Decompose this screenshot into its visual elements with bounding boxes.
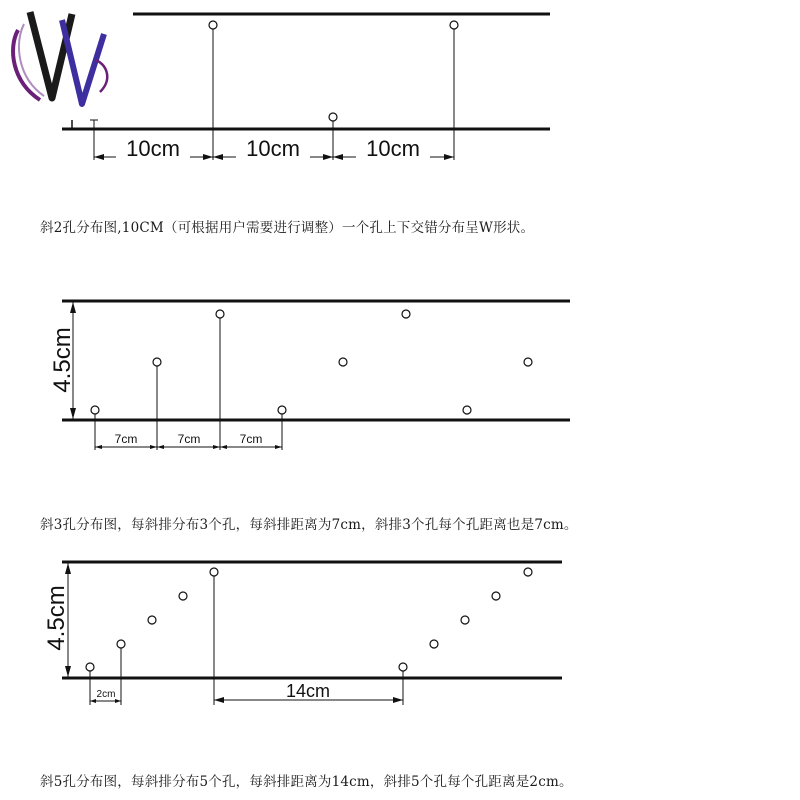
arrowhead — [70, 408, 76, 419]
dimension-label: 10cm — [366, 136, 420, 161]
dimension-label: 10cm — [246, 136, 300, 161]
hole — [179, 592, 187, 600]
hole — [86, 663, 94, 671]
arrowhead — [65, 563, 71, 574]
hole — [492, 592, 500, 600]
dimension-label: 2cm — [96, 689, 116, 700]
arrowhead — [203, 154, 213, 160]
diagram-1 — [62, 14, 550, 161]
arrowhead — [444, 154, 454, 160]
hole — [278, 406, 286, 414]
hole — [524, 568, 532, 576]
hole — [450, 21, 458, 29]
hole — [148, 616, 156, 624]
dimension-label: 7cm — [239, 432, 263, 446]
caption-diagram-3: 斜5孔分布图，每斜排分布5个孔，每斜排距离为14cm，斜排5个孔每个孔距离是2cm。 — [40, 774, 573, 790]
height-label: 4.5cm — [43, 585, 70, 651]
hole — [430, 640, 438, 648]
caption-diagram-1: 斜2孔分布图,10CM（可根据用户需要进行调整）一个孔上下交错分布呈W形状。 — [40, 220, 535, 236]
arrowhead — [94, 154, 104, 160]
hole — [461, 616, 469, 624]
hole — [210, 568, 218, 576]
arrowhead — [65, 666, 71, 677]
height-label: 4.5cm — [49, 327, 76, 393]
arrowhead — [70, 302, 76, 313]
hole — [399, 663, 407, 671]
dimension-label: 10cm — [126, 136, 180, 161]
hole — [524, 358, 532, 366]
arrowhead — [333, 154, 343, 160]
caption-diagram-2: 斜3孔分布图，每斜排分布3个孔，每斜排距离为7cm，斜排3个孔每个孔距离也是7cm。 — [40, 517, 578, 533]
arrowhead — [213, 154, 223, 160]
hole — [209, 21, 217, 29]
hole — [402, 310, 410, 318]
diagram-3 — [43, 562, 562, 705]
diagram-2 — [49, 301, 570, 450]
dimension-label: 14cm — [285, 681, 331, 701]
hole — [153, 358, 161, 366]
hole — [463, 406, 471, 414]
vv-logo — [13, 12, 107, 104]
hole — [91, 406, 99, 414]
arrowhead — [323, 154, 333, 160]
hole — [216, 310, 224, 318]
dimension-label: 7cm — [114, 432, 138, 446]
hole — [329, 113, 337, 121]
dimension-label: 7cm — [177, 432, 201, 446]
hole — [117, 640, 125, 648]
hole — [339, 358, 347, 366]
